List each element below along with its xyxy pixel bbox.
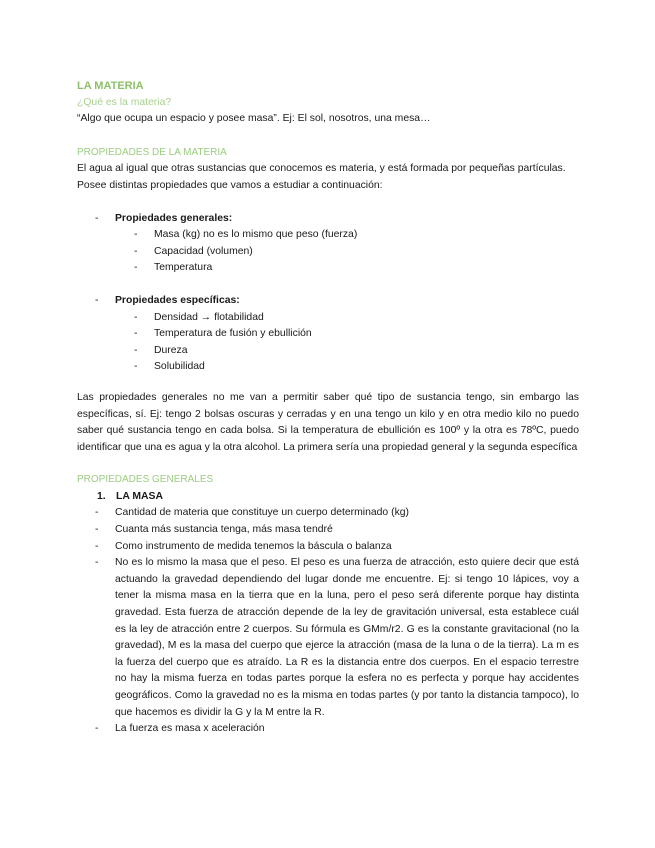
sub-list-text: Dureza	[154, 344, 188, 356]
sub-list-item	[77, 310, 579, 327]
sub-list-text: Solubilidad	[154, 361, 205, 373]
bullet-dash: -	[134, 361, 138, 373]
numbered-heading-label: LA MASA	[116, 490, 163, 502]
list-item	[77, 721, 579, 738]
bullet-dash: -	[95, 723, 99, 735]
intro-line: El agua al igual que otras sustancias que conocemos es materia, y está formada por pequeñas partículas.	[77, 163, 566, 175]
list-item	[77, 522, 579, 539]
list-label: Propiedades específicas:	[115, 294, 240, 306]
bullet-dash: -	[95, 524, 99, 536]
list-item-specific-properties	[77, 293, 579, 310]
sub-list-item	[77, 244, 579, 261]
sub-list-text: Densidad → flotabilidad	[154, 311, 264, 323]
sub-list-text: Temperatura de fusión y ebullición	[154, 328, 312, 340]
sub-list-item	[77, 359, 579, 376]
definition-text: “Algo que ocupa un espacio y posee masa”. Ej: El sol, nosotros, una mesa…	[77, 113, 431, 125]
list-item	[77, 555, 579, 721]
list-text: Como instrumento de medida tenemos la báscula o balanza	[115, 540, 392, 552]
numbered-heading	[77, 489, 579, 506]
intro-line: Posee distintas propiedades que vamos a estudiar a continuación:	[77, 179, 383, 191]
section-heading-properties: PROPIEDADES DE LA MATERIA	[77, 146, 227, 158]
document-title: LA MATERIA	[77, 80, 144, 92]
bullet-dash: -	[95, 212, 99, 224]
sub-list-item	[77, 326, 579, 343]
sub-list-item	[77, 260, 579, 277]
list-item	[77, 505, 579, 522]
list-text: La fuerza es masa x aceleración	[115, 723, 265, 735]
document-subtitle: ¿Qué es la materia?	[77, 96, 172, 108]
list-text: Cantidad de materia que constituye un cuerpo determinado (kg)	[115, 507, 409, 519]
list-label: Propiedades generales:	[115, 212, 233, 224]
bullet-dash: -	[134, 262, 138, 274]
sub-list-text: Temperatura	[154, 262, 213, 274]
sub-list-item	[77, 227, 579, 244]
bullet-dash: -	[95, 294, 99, 306]
sub-list-item	[77, 343, 579, 360]
bullet-dash: -	[134, 245, 138, 257]
sub-list-text: Masa (kg) no es lo mismo que peso (fuerza)	[154, 229, 358, 241]
section-heading-general-properties: PROPIEDADES GENERALES	[77, 474, 214, 486]
sub-list-text: Capacidad (volumen)	[154, 245, 253, 257]
bullet-dash: -	[95, 507, 99, 519]
list-number: 1.	[97, 490, 106, 502]
bullet-dash: -	[134, 344, 138, 356]
bullet-dash: -	[134, 229, 138, 241]
list-text: Cuanta más sustancia tenga, más masa tendré	[115, 524, 333, 536]
bullet-dash: -	[95, 540, 99, 552]
bullet-dash: -	[134, 311, 138, 323]
list-item-general-properties	[77, 211, 579, 228]
body-paragraph: Las propiedades generales no me van a permitir saber qué tipo de sustancia tengo, sin embargo las específicas, sí. Ej: tengo 2 bolsas oscuras y cerradas y en una tengo un kilo y en otra medio kilo no puedo saber qué sustancia tengo en cada bolsa. Si la temperatura de ebullición es 100º y la otra es 78ºC, puedo identificar que una es agua y la otra alcohol. La primera sería una propiedad general y la segunda específica	[77, 391, 579, 453]
list-text: No es lo mismo la masa que el peso. El peso es una fuerza de atracción, esto quiere decir que está actuando la gravedad dependiendo del lugar donde me encuentre. Ej: si tengo 10 lápices, voy a tener la misma masa en la tierra que en la luna, pero el peso será diferente porque hay distinta gravedad. Esta fuerza de atracción depende de la ley de gravitación universal, esta establece cuál es la ley de atracción entre 2 cuerpos. Su fórmula es GMm/r2. G es la constante gravitacional (no la gravedad), M es la masa del cuerpo que ejerce la atracción (masa de la luna o de la tierra). La m es la fuerza del cuerpo que es atraído. La R es la distancia entre dos cuerpos. En el espacio terrestre no hay la misma fuerza en todas partes porque la esfera no es perfecta y porque hay accidentes geográficos. Como la gravedad no es la misma en todas partes (y por tanto la distancia tampoco), lo que hacemos es dividir la G y la M entre la R.	[115, 557, 579, 718]
bullet-dash: -	[134, 328, 138, 340]
list-item	[77, 539, 579, 556]
bullet-dash: -	[95, 557, 99, 569]
